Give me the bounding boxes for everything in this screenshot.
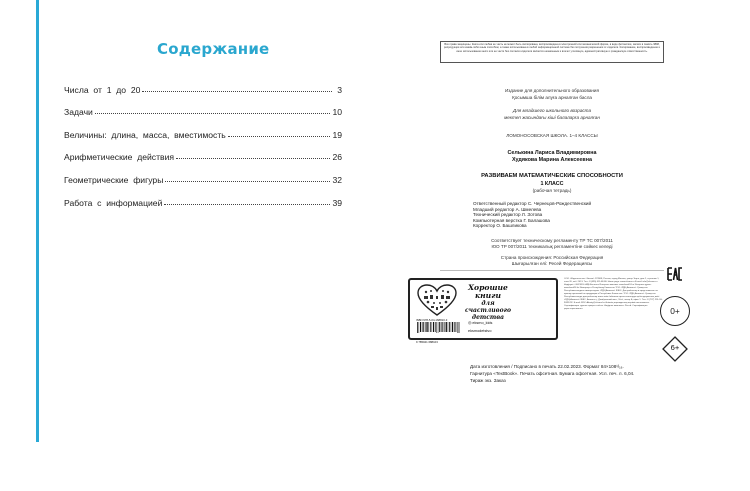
audience-line-kz: мектеп жасындағы кіші балаларға арналған xyxy=(504,115,600,120)
conformity-line: Соответствует техническому регламенту ТР ТС 007/2011 xyxy=(491,238,613,243)
conformity-line-kz: ЮО ТР 007/2011 техникалық регламентіне сәйкес келеді xyxy=(491,244,613,249)
grade-label: 1 КЛАСС xyxy=(540,181,564,187)
barcode-digits: 9 785041 688103 xyxy=(416,340,438,344)
edition-line-kz: Қосымша білім алуға арналған басла xyxy=(512,95,592,100)
toc-label: Величины: длина, масса, вместимость xyxy=(64,129,226,140)
isbn-number: ISBN 978-5-04-168810-3 xyxy=(416,318,448,322)
dot-leader xyxy=(142,91,332,92)
print-details xyxy=(470,364,670,384)
toc-label: Задачи xyxy=(64,107,93,118)
accent-line xyxy=(36,0,39,442)
credit-line: Младший редактор А. Шмелева xyxy=(473,206,542,212)
dot-leader xyxy=(164,204,330,205)
toc-row[interactable] xyxy=(64,162,342,185)
audience-line: Для младшего школьного возраста xyxy=(512,108,592,113)
credits-block xyxy=(473,201,653,229)
credit-line: Компьютерная верстка Г. Балашова xyxy=(473,217,550,223)
credit-line: Корректор О. Башликова xyxy=(473,223,527,229)
edition-line: Издание для дополнительного образования xyxy=(505,88,599,93)
toc-page-number: 3 xyxy=(337,84,342,95)
print-run: Тираж экз. Заказ xyxy=(470,377,506,383)
dot-leader xyxy=(176,158,330,159)
barcode xyxy=(416,318,462,344)
dot-leader xyxy=(228,136,331,137)
promo-banner xyxy=(408,278,558,344)
toc-page-number: 32 xyxy=(332,174,342,185)
age-rating-badge: 0+ xyxy=(660,296,690,326)
social-handle: ◎ eksmo_kids xyxy=(468,321,493,325)
origin-line-kz: Шығарылған елі: Ресей Федерациясы xyxy=(511,261,593,266)
table-of-contents xyxy=(64,72,342,208)
book-title: РАЗВИВАЕМ МАТЕМАТИЧЕСКИЕ СПОСОБНОСТИ xyxy=(481,173,623,179)
eac-certification-icon xyxy=(667,265,683,283)
toc-row[interactable] xyxy=(64,140,342,163)
barcode-bars xyxy=(416,322,462,335)
social-site: eksmodetstvo xyxy=(468,329,492,333)
toc-page-number: 10 xyxy=(332,107,342,118)
divider xyxy=(440,270,664,271)
print-date: Дата изготовления / Подписано в печать 22.02.2023. Формат 84×108¹/₁₆. xyxy=(470,364,624,369)
toc-label: Работа с информацией xyxy=(64,197,163,208)
origin-line: Страна происхождения: Российская Федерация xyxy=(500,255,604,260)
heart-icon xyxy=(416,284,458,317)
promo-slogan: Хорошие книги для счастливого детства xyxy=(465,283,511,321)
series-name: ЛОМОНОСОВСКАЯ ШКОЛА. 1–4 КЛАССЫ xyxy=(506,133,598,138)
author-name: Худякова Марина Алексеевна xyxy=(512,157,592,163)
toc-label: Арифметические действия xyxy=(64,152,175,163)
publisher-imprint: ООО «Издательство «Эксмо» 123308, Россия, город Москва, улица Зорге, дом 1, строение 1, этаж 20, каб. 2013. Тел.: 8 (495) 411-68-86. Home page: www.eksmo.ru E-mail: info@eksmo.ru Өндіруші: «ЭКСМО» АҚБ Баспасы Интернет-магазин: www.book24.ru Интернет-дүкен: www.book24.kz Импортер в Республику Казахстан ТОО «РДЦ-Алматы». Қазақстан Республикасындағы импорттаушы «РДЦ-Алматы» ЖШС. Дистрибьютор и представитель по приему претензий на продукцию в Республике Казахстан: ТОО «РДЦ-Алматы». Қазақстан Республикасында дистрибьютор және өнім бойынша арыз-талаптарды қабылдаушының өкілі «РДЦ-Алматы» ЖШС, Алматы қ., Домбровский көш., 3«а», литер Б, офис 1. Тел.: 8 (727) 251-59-90/91/92. E-mail: RDC-Almaty@eksmo.kz Өнімнің жарамдылық мерзімі шектелмеген. Сертификация туралы ақпарат сайтта. Өндірген мемлекет: Ресей. Сертификация қарастырылмаған. xyxy=(564,278,663,310)
toc-label: Геометрические фигуры xyxy=(64,174,164,185)
toc-page-number: 39 xyxy=(332,197,342,208)
instagram-icon: ◎ xyxy=(468,321,472,325)
page-title: Содержание xyxy=(157,40,270,58)
toc-label: Числа от 1 до 20 xyxy=(64,84,141,95)
typeface-line: Гарнитура «TextBook». Печать офсетная. Бумага офсетная. Усл. печ. л. 6,04. xyxy=(470,370,635,376)
dot-leader xyxy=(95,113,331,114)
toc-page-number: 26 xyxy=(332,152,342,163)
copyright-notice: Все права защищены. Книга или любая ее часть не может быть скопирована, воспроизведена в электронной или механической форме, в виде фотокопии, записи в память ЭВМ, репродукции или каким-либо иным способом, а также использована в любой информационной системе без получения разрешения от издателя. Копирование, воспроизведение и иное использование книги или ее части без согласия издателя является незаконным и влечет уголовную, административную и гражданскую ответственность. xyxy=(440,41,664,63)
age-rating-alt: 6+ xyxy=(670,343,680,352)
toc-row[interactable] xyxy=(64,117,342,140)
toc-row[interactable] xyxy=(64,72,342,95)
toc-row[interactable] xyxy=(64,95,342,118)
credit-line: Технический редактор Л. Зотова xyxy=(473,212,543,218)
dot-leader xyxy=(165,181,330,182)
book-subtitle: (рабочая тетрадь) xyxy=(532,188,572,193)
author-name: Селькина Лариса Владимировна xyxy=(507,150,597,156)
credit-line: Ответственный редактор С. Чернецов-Рождественский xyxy=(473,201,592,206)
toc-page-number: 19 xyxy=(332,129,342,140)
toc-row[interactable] xyxy=(64,185,342,208)
